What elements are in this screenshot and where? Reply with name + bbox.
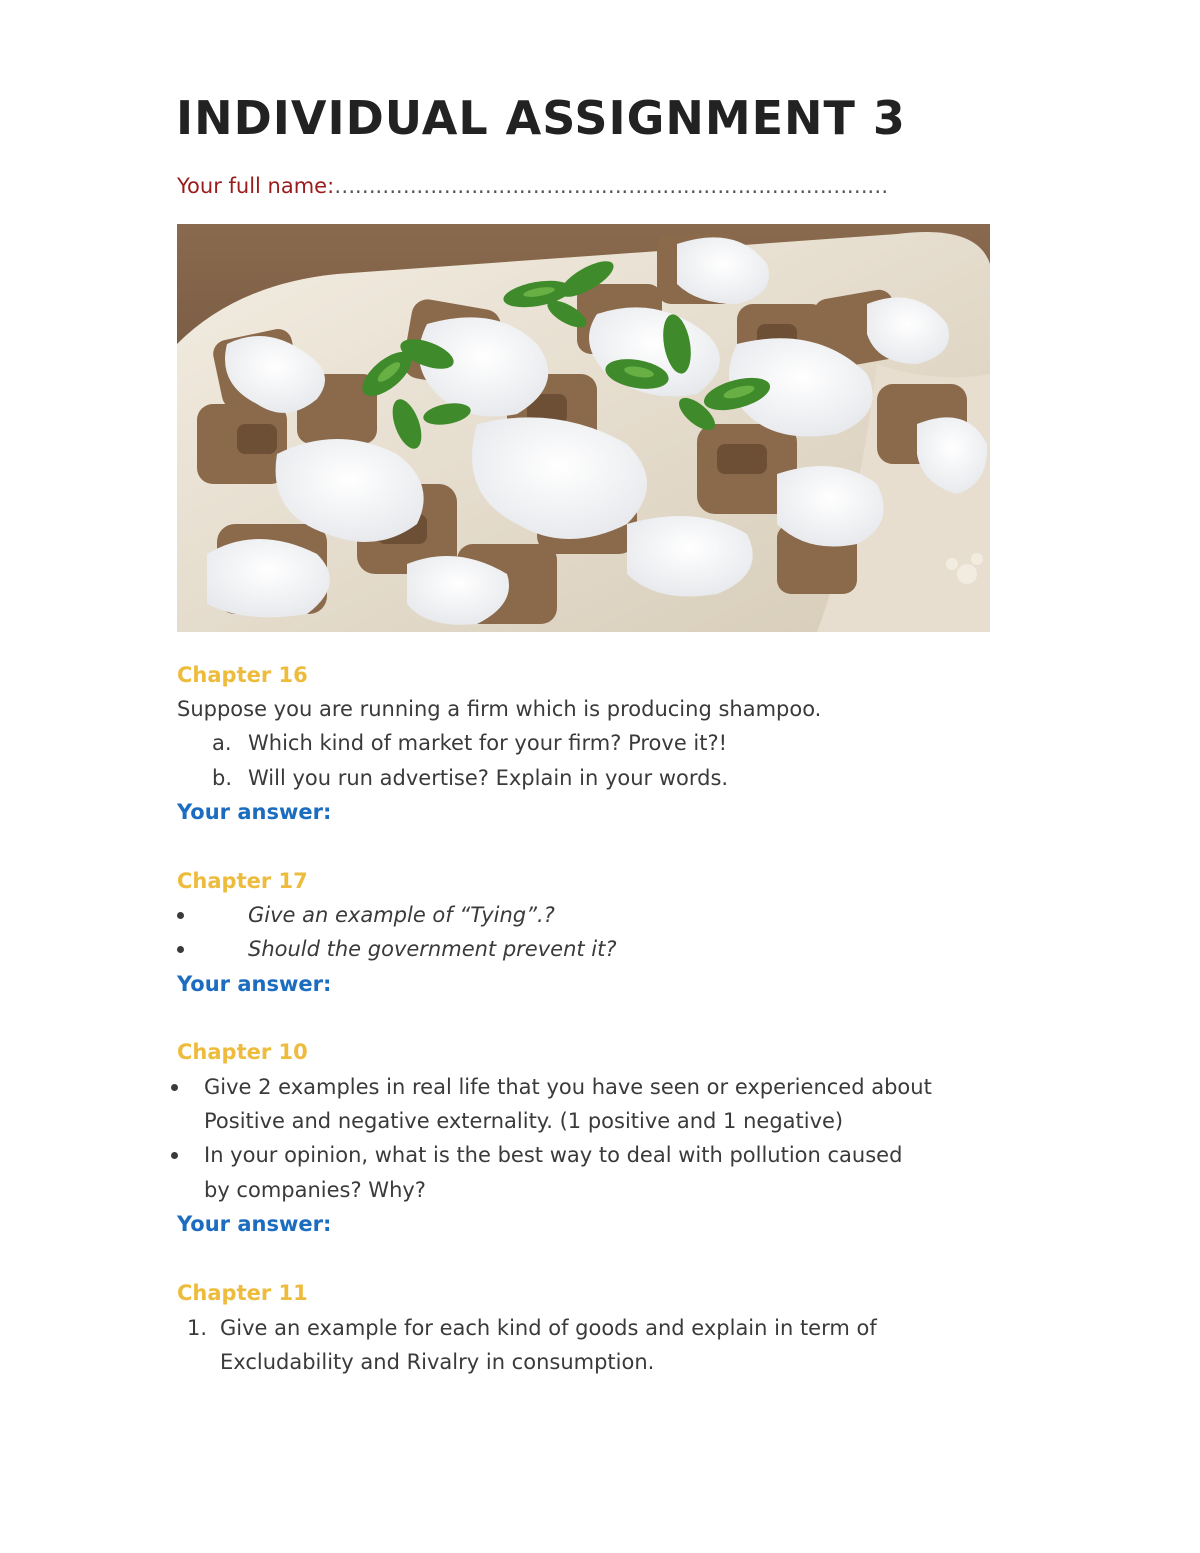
bullet-icon [177, 912, 184, 919]
chapter-16-question-a: Which kind of market for your firm? Prove it?! [248, 731, 728, 755]
food-photo [177, 224, 990, 632]
chapter-11-question-1-line-1: Give an example for each kind of goods and explain in term of [220, 1316, 877, 1340]
chapter-17-heading: Chapter 17 [177, 869, 308, 893]
full-name-dotted-line: ……………………………………………………………………… [334, 174, 888, 198]
chapter-11-heading: Chapter 11 [177, 1281, 308, 1305]
chapter-10-answer-label: Your answer: [177, 1212, 332, 1236]
bullet-icon [177, 946, 184, 953]
list-marker: 1. [187, 1316, 208, 1340]
chapter-17-question-1: Give an example of “Tying”.? [248, 903, 555, 927]
chapter-10-question-1-line-1: Give 2 examples in real life that you have seen or experienced about [204, 1075, 932, 1099]
chapter-10-question-2-line-2: by companies? Why? [204, 1178, 426, 1202]
chapter-16-answer-label: Your answer: [177, 800, 332, 824]
chapter-16-question-b: Will you run advertise? Explain in your words. [248, 766, 729, 790]
chapter-10-question-1-line-2: Positive and negative externality. (1 positive and 1 negative) [204, 1109, 844, 1133]
chapter-17-question-2: Should the government prevent it? [248, 937, 617, 961]
chapter-16-intro: Suppose you are running a firm which is producing shampoo. [177, 697, 822, 721]
page-title: INDIVIDUAL ASSIGNMENT 3 [176, 91, 906, 145]
list-marker: b. [212, 766, 233, 790]
full-name-label: Your full name: [177, 174, 335, 198]
bullet-icon [171, 1084, 178, 1091]
chapter-17-answer-label: Your answer: [177, 972, 332, 996]
list-marker: a. [212, 731, 232, 755]
bullet-icon [171, 1152, 178, 1159]
chapter-10-question-2-line-1: In your opinion, what is the best way to deal with pollution caused [204, 1143, 903, 1167]
full-name-field[interactable] [177, 171, 888, 201]
chapter-10-heading: Chapter 10 [177, 1040, 308, 1064]
chapter-11-question-1-line-2: Excludability and Rivalry in consumption. [220, 1350, 655, 1374]
chapter-16-heading: Chapter 16 [177, 663, 308, 687]
